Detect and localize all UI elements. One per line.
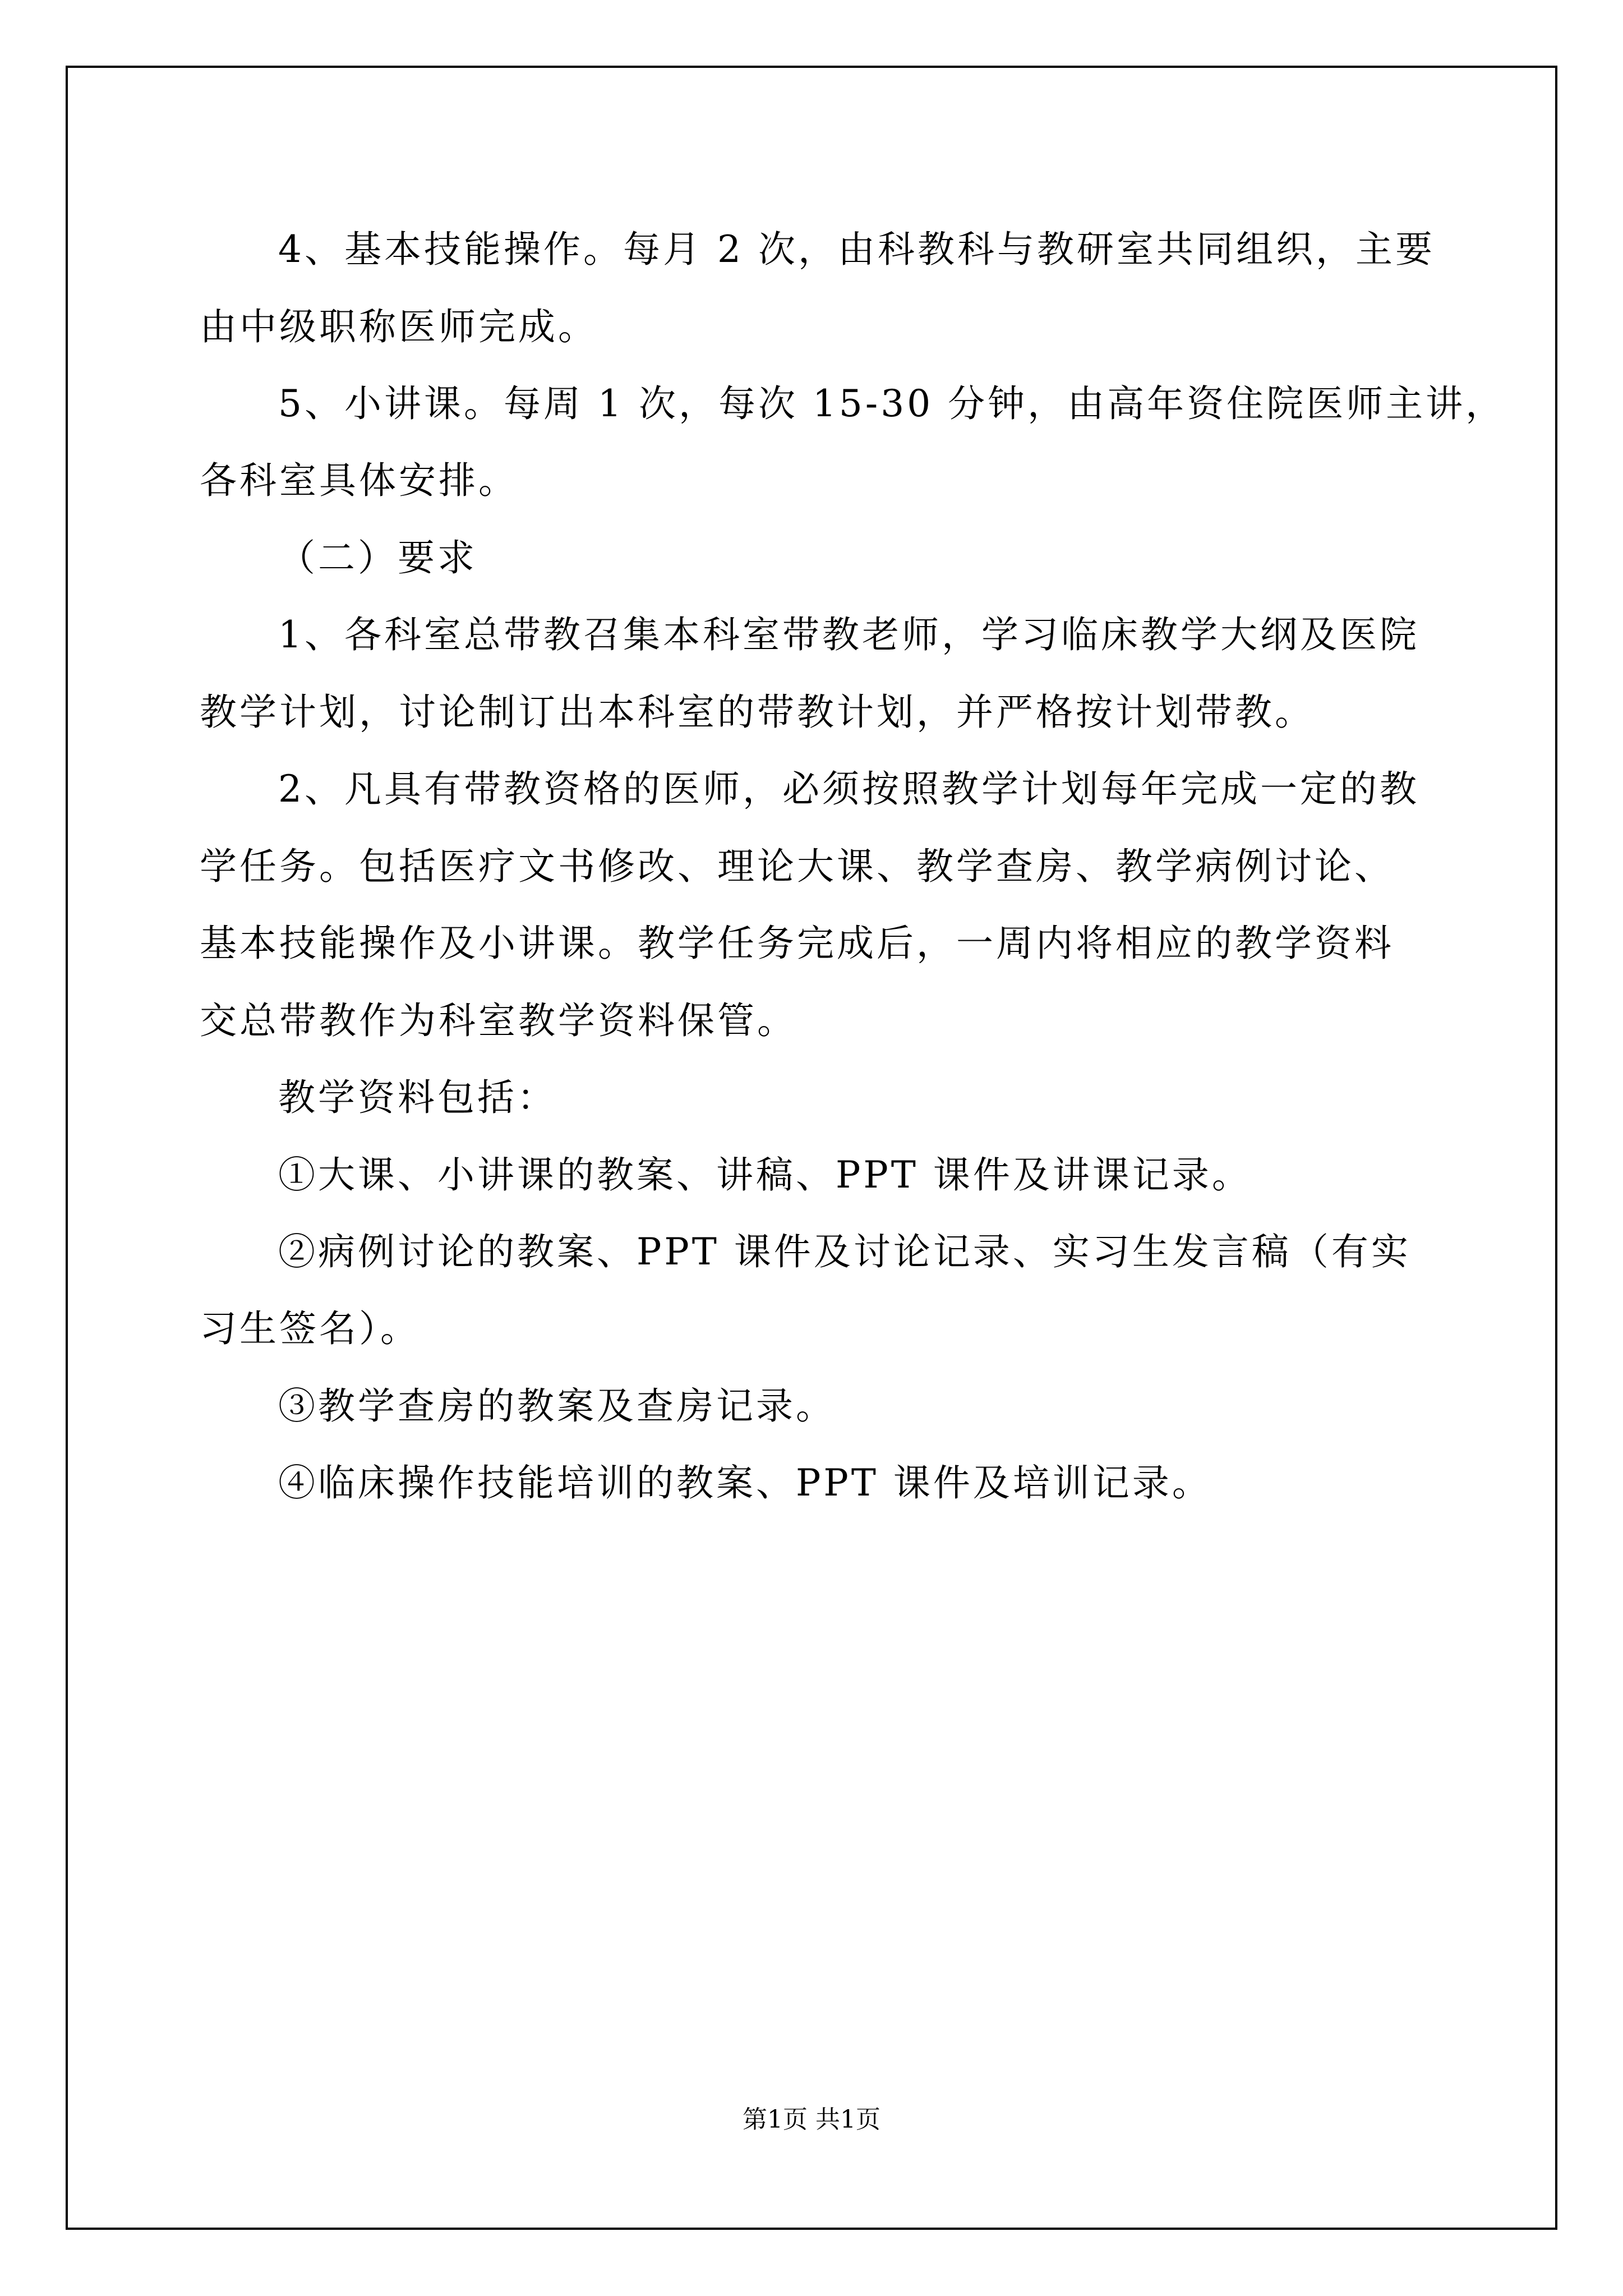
list-item: ③教学查房的教案及查房记录。 — [278, 1384, 836, 1428]
list-item: ①大课、小讲课的教案、讲稿、PPT 课件及讲课记录。 — [278, 1153, 1252, 1197]
list-item: 习生签名）。 — [200, 1307, 420, 1350]
paragraph-line: 基本技能操作及小讲课。教学任务完成后，一周内将相应的教学资料 — [200, 922, 1394, 965]
list-item: ②病例讨论的教案、PPT 课件及讨论记录、实习生发言稿（有实 — [278, 1230, 1411, 1273]
paragraph-line: 教学计划，讨论制订出本科室的带教计划，并严格按计划带教。 — [200, 691, 1315, 734]
section-heading: （二）要求 — [278, 536, 477, 579]
paragraph-line: 5、小讲课。每周 1 次，每次 15-30 分钟，由高年资住院医师主讲， — [278, 382, 1506, 425]
paragraph-line: 学任务。包括医疗文书修改、理论大课、教学查房、教学病例讨论、 — [200, 845, 1394, 888]
paragraph-line: 由中级职称医师完成。 — [200, 305, 598, 348]
paragraph-line: 交总带教作为科室教学资料保管。 — [200, 999, 797, 1042]
paragraph-line: 各科室具体安排。 — [200, 459, 518, 502]
paragraph-line: 4、基本技能操作。每月 2 次，由科教科与教研室共同组织，主要 — [278, 228, 1435, 271]
paragraph-line: 2、凡具有带教资格的医师，必须按照教学计划每年完成一定的教 — [278, 767, 1419, 811]
paragraph-line: 1、各科室总带教召集本科室带教老师，学习临床教学大纲及医院 — [278, 613, 1419, 656]
paragraph-line: 教学资料包括： — [278, 1076, 557, 1119]
page-footer: 第1页 共1页 — [743, 2105, 880, 2134]
list-item: ④临床操作技能培训的教案、PPT 课件及培训记录。 — [278, 1461, 1212, 1504]
